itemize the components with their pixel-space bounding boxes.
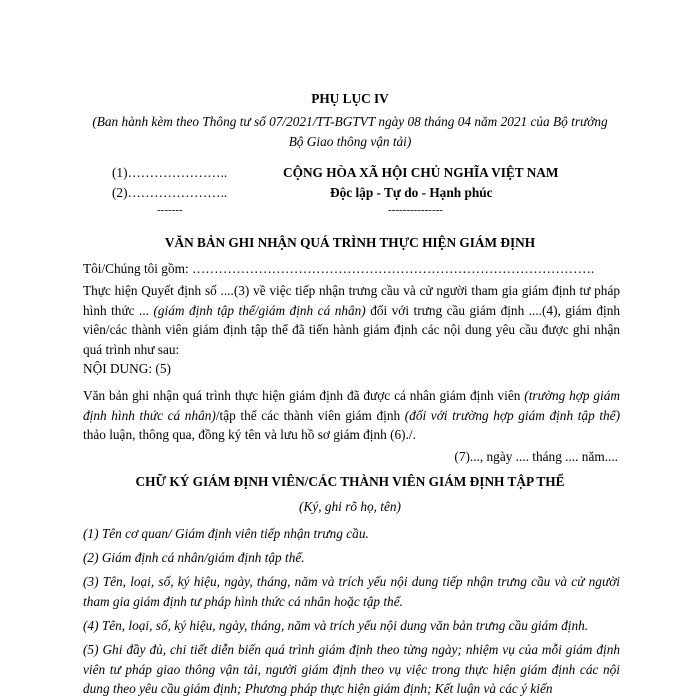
decision-paragraph [83, 281, 620, 359]
signature-title: CHỮ KÝ GIÁM ĐỊNH VIÊN/CÁC THÀNH VIÊN GIÁM ĐỊNH TẬP THỂ [135, 474, 565, 489]
document-title: VĂN BẢN GHI NHẬN QUÁ TRÌNH THỰC HIỆN GIÁM ĐỊNH [164, 235, 536, 250]
record-paragraph [83, 386, 620, 445]
agency-name-field: (1)………………….. [112, 165, 228, 180]
appendix-subtitle-line1: (Ban hành kèm theo Thông tư số 07/2021/TT-BGTVT ngày 08 tháng 04 năm 2021 của Bộ trưởng [92, 114, 608, 129]
content-label: NỘI DUNG: (5) [83, 361, 171, 376]
decision-text-a: Thực hiện Quyết định số ....(3) về việc tiếp nhận trưng cầu và cử người tham gia giám định tư pháp hình thức ... [83, 283, 620, 318]
decision-text-b: (giám định tập thể/giám định cá nhân) [153, 302, 366, 318]
record-text-b: (trường hợp giám định hình thức cá nhân) [83, 388, 621, 423]
record-text-c: /tập thể các thành viên giám định [215, 407, 405, 423]
note-2: (2) Giám định cá nhân/giám định tập thể. [83, 550, 305, 565]
signature-subtitle: (Ký, ghi rõ họ, tên) [299, 499, 401, 514]
left-header-divider: ------- [157, 204, 183, 216]
note-4: (4) Tên, loại, số, ký hiệu, ngày, tháng, năm và trích yếu nội dung văn bản trưng cầu giám định. [83, 618, 589, 633]
record-text-e: thảo luận, thông qua, đồng ký tên và lưu hồ sơ giám định (6)./. [83, 427, 416, 442]
national-title: CỘNG HÒA XÃ HỘI CHỦ NGHĨA VIỆT NAM [283, 165, 559, 180]
national-motto: Độc lập - Tự do - Hạnh phúc [330, 185, 493, 200]
record-text-d: (đối với trường hợp giám định tập thể) [404, 407, 621, 423]
note-3: (3) Tên, loại, số, ký hiệu, ngày, tháng, năm và trích yếu nội dung tiếp nhận trưng cầu và cử người tham gia giám định tư pháp hình thức cá nhân hoặc tập thể. [83, 574, 620, 609]
record-text-a: Văn bản ghi nhận quá trình thực hiện giám định đã được cá nhân giám định viên [83, 388, 525, 403]
appendix-title: PHỤ LỤC IV [311, 91, 389, 106]
members-line: Tôi/Chúng tôi gồm: ………………………………………………………………………………. [83, 261, 595, 276]
appendix-subtitle-line2: Bộ Giao thông vận tải) [288, 134, 412, 149]
note-5: (5) Ghi đầy đủ, chi tiết diễn biến quá trình giám định theo từng ngày; nhiệm vụ của mỗi giám định viên tư pháp giao thông vận tải, người giám định theo vụ việc trong thực hiện giám định các nội dung theo yêu cầu giám định; Phương pháp thực hiện giám định; Kết luận và các ý kiến [83, 642, 620, 696]
decision-text-c: đối với trưng cầu giám định ....(4), giám định viên/các thành viên giám định tập thể đã tiến hành giám định các nội dung yêu cầu được ghi nhận quá trình như sau: [83, 302, 620, 357]
right-header-divider: --------------- [388, 204, 443, 216]
assessment-type-field: (2)………………….. [112, 185, 228, 200]
note-1: (1) Tên cơ quan/ Giám định viên tiếp nhận trưng cầu. [83, 526, 369, 541]
date-line: (7)..., ngày .... tháng .... năm.... [454, 449, 618, 464]
